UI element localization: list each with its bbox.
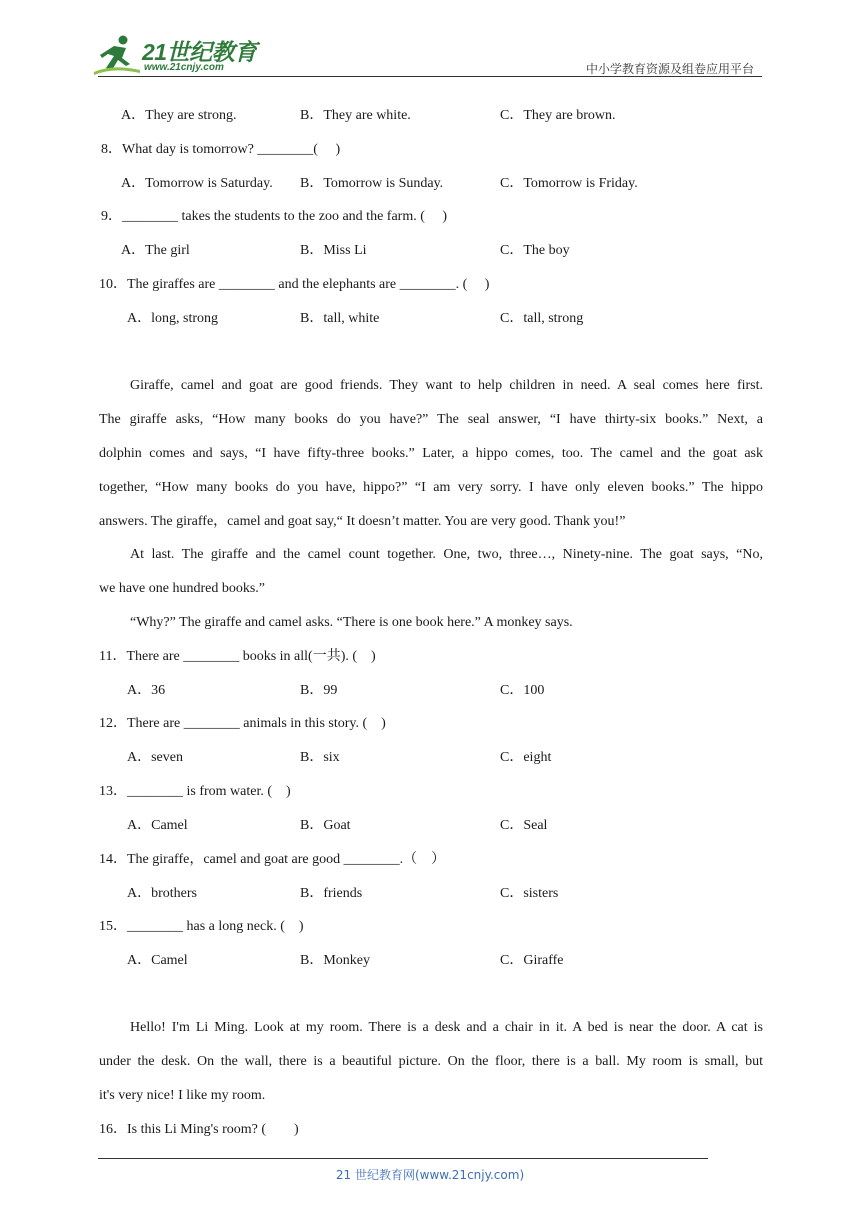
- q7-option-a: A．They are strong.: [121, 108, 237, 123]
- q14-option-c: C．sisters: [500, 886, 559, 901]
- q14-option-b: B．friends: [300, 886, 363, 901]
- question-14: 14．The giraffe，camel and goat are good ________.（ ）: [99, 852, 446, 867]
- q8-option-a: A．Tomorrow is Saturday.: [121, 176, 273, 191]
- question-8: 8．What day is tomorrow? ________( ): [101, 142, 341, 157]
- q10-option-c: C．tall, strong: [500, 311, 584, 326]
- page-header: [0, 0, 860, 80]
- question-10: 10．The giraffes are ________ and the elephants are ________. ( ): [99, 277, 490, 292]
- passage2-line-3: dolphin comes and says, “I have fifty-three books.” Later, a hippo comes, too. The camel and the goat ask: [99, 446, 763, 461]
- q11-option-a: A．36: [127, 683, 166, 698]
- q14-option-a: A．brothers: [127, 886, 197, 901]
- passage3-line-3: it's very nice! I like my room.: [99, 1088, 266, 1103]
- q13-option-c: C．Seal: [500, 818, 548, 833]
- q15-option-b: B．Monkey: [300, 953, 370, 968]
- q11-option-c: C．100: [500, 683, 545, 698]
- footer-text: 21 世纪教育网(www.21cnjy.com): [335, 1168, 525, 1182]
- q12-option-c: C．eight: [500, 750, 552, 765]
- passage2-line-6: At last. The giraffe and the camel count together. One, two, three…, Ninety-nine. The goat says, “No,: [130, 547, 763, 562]
- passage3-line-1: Hello! I'm Li Ming. Look at my room. There is a desk and a chair in it. A bed is near the door. A cat is: [130, 1020, 763, 1035]
- q8-option-b: B．Tomorrow is Sunday.: [300, 176, 444, 191]
- q12-option-b: B．six: [300, 750, 340, 765]
- platform-name: 中小学教育资源及组卷应用平台: [585, 62, 754, 76]
- logo-url: www.21cnjy.com: [144, 62, 224, 73]
- logo-text: 21世纪教育: [142, 39, 257, 65]
- q9-option-a: A．The girl: [121, 243, 190, 258]
- q9-option-b: B．Miss Li: [300, 243, 367, 258]
- footer-divider: [98, 1158, 708, 1159]
- q10-option-b: B．tall, white: [300, 311, 380, 326]
- q7-option-b: B．They are white.: [300, 108, 411, 123]
- header-divider: [98, 76, 762, 77]
- question-16: 16．Is this Li Ming's room? ( ): [99, 1122, 299, 1137]
- runner-logo-icon: [92, 34, 144, 78]
- q9-option-c: C．The boy: [500, 243, 570, 258]
- q13-option-a: A．Camel: [127, 818, 188, 833]
- passage2-line-5: answers. The giraffe，camel and goat say,“ It doesn’t matter. You are very good. Thank you!”: [99, 514, 626, 529]
- q12-option-a: A．seven: [127, 750, 183, 765]
- q8-option-c: C．Tomorrow is Friday.: [500, 176, 638, 191]
- passage2-line-1: Giraffe, camel and goat are good friends. They want to help children in need. A seal comes here first.: [130, 378, 763, 393]
- question-12: 12．There are ________ animals in this story. ( ): [99, 716, 386, 731]
- q15-option-a: A．Camel: [127, 953, 188, 968]
- q15-option-c: C．Giraffe: [500, 953, 564, 968]
- passage2-line-4: together, “How many books do you have, hippo?” “I am very sorry. I have only eleven books.” The hippo: [99, 480, 763, 495]
- passage2-line-7: we have one hundred books.”: [99, 581, 266, 596]
- question-11: 11．There are ________ books in all(一共). ( ): [99, 649, 376, 664]
- question-15: 15．________ has a long neck. ( ): [99, 919, 304, 934]
- q10-option-a: A．long, strong: [127, 311, 218, 326]
- logo: [92, 34, 262, 78]
- q13-option-b: B．Goat: [300, 818, 351, 833]
- q7-option-c: C．They are brown.: [500, 108, 616, 123]
- passage3-line-2: under the desk. On the wall, there is a beautiful picture. On the floor, there is a ball. My room is small, but: [99, 1054, 763, 1069]
- question-9: 9．________ takes the students to the zoo and the farm. ( ): [101, 209, 448, 224]
- q11-option-b: B．99: [300, 683, 338, 698]
- passage2-line-2: The giraffe asks, “How many books do you have?” The seal answer, “I have thirty-six books.” Next, a: [99, 412, 763, 427]
- passage2-line-8: “Why?” The giraffe and camel asks. “There is one book here.” A monkey says.: [130, 615, 573, 630]
- question-13: 13．________ is from water. ( ): [99, 784, 291, 799]
